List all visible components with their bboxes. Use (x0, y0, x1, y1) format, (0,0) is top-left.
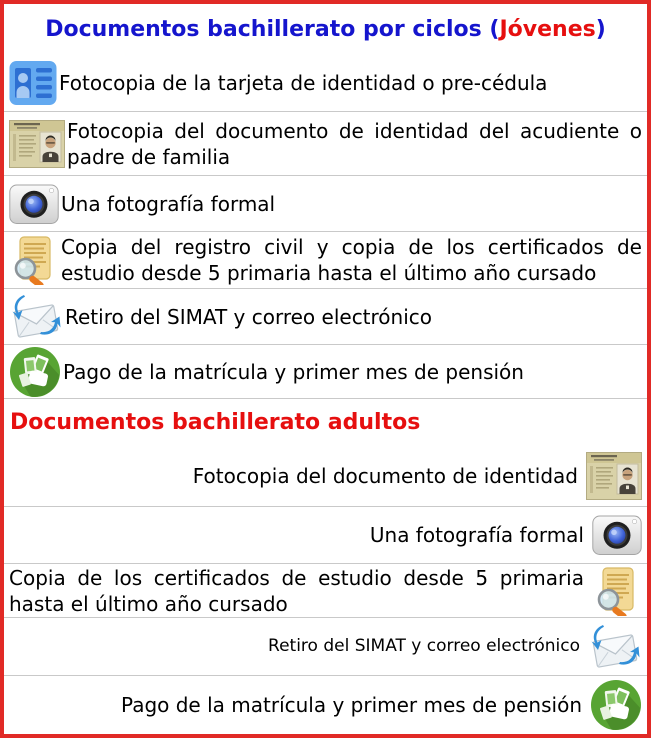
page-title-highlight: Jóvenes (499, 16, 596, 42)
page-title-suffix: ) (595, 16, 606, 42)
list-item-text: Copia de los certificados de estudio desde 5 primaria hasta el último año cursado (9, 565, 584, 616)
list-item (4, 445, 647, 507)
list-item (4, 676, 647, 734)
list-item-text: Pago de la matrícula y primer mes de pensión (121, 693, 582, 717)
list-item-text: Fotocopia del documento de identidad del acudiente o padre de familia (67, 118, 642, 169)
list-item (4, 618, 647, 676)
list-item-text: Retiro del SIMAT y correo electrónico (268, 636, 580, 657)
section-heading-adultos: Documentos bachillerato adultos (10, 409, 421, 435)
identity-document-photo-icon (9, 120, 65, 168)
email-icon (588, 623, 642, 671)
list-item-text: Retiro del SIMAT y correo electrónico (65, 304, 433, 329)
list-item (4, 176, 647, 232)
list-item (4, 232, 647, 289)
page-title-prefix: Documentos bachillerato por ciclos ( (45, 16, 500, 42)
list-item-text: Una fotografía formal (61, 191, 276, 216)
document-search-icon (9, 235, 59, 285)
identity-document-photo-icon (586, 452, 642, 500)
camera-icon (592, 512, 642, 558)
list-item (4, 507, 647, 564)
list-item (4, 112, 647, 176)
list-item (4, 564, 647, 618)
id-card-icon (9, 60, 57, 106)
list-item (4, 345, 647, 399)
list-item (4, 54, 647, 112)
list-item-text: Fotocopia de la tarjeta de identidad o pre-cédula (59, 70, 548, 95)
payment-icon (590, 679, 642, 731)
list-item (4, 289, 647, 345)
payment-icon (9, 346, 61, 398)
list-item-text: Una fotografía formal (369, 523, 584, 547)
list-item-text: Pago de la matrícula y primer mes de pensión (63, 359, 524, 384)
list-item-text: Fotocopia del documento de identidad (192, 463, 578, 488)
list-item-text: Copia del registro civil y copia de los certificados de estudio desde 5 primaria hasta el último año cursado (61, 235, 642, 285)
camera-icon (9, 181, 59, 227)
page-title (4, 4, 647, 54)
document-search-icon (592, 566, 642, 616)
email-icon (9, 293, 63, 341)
